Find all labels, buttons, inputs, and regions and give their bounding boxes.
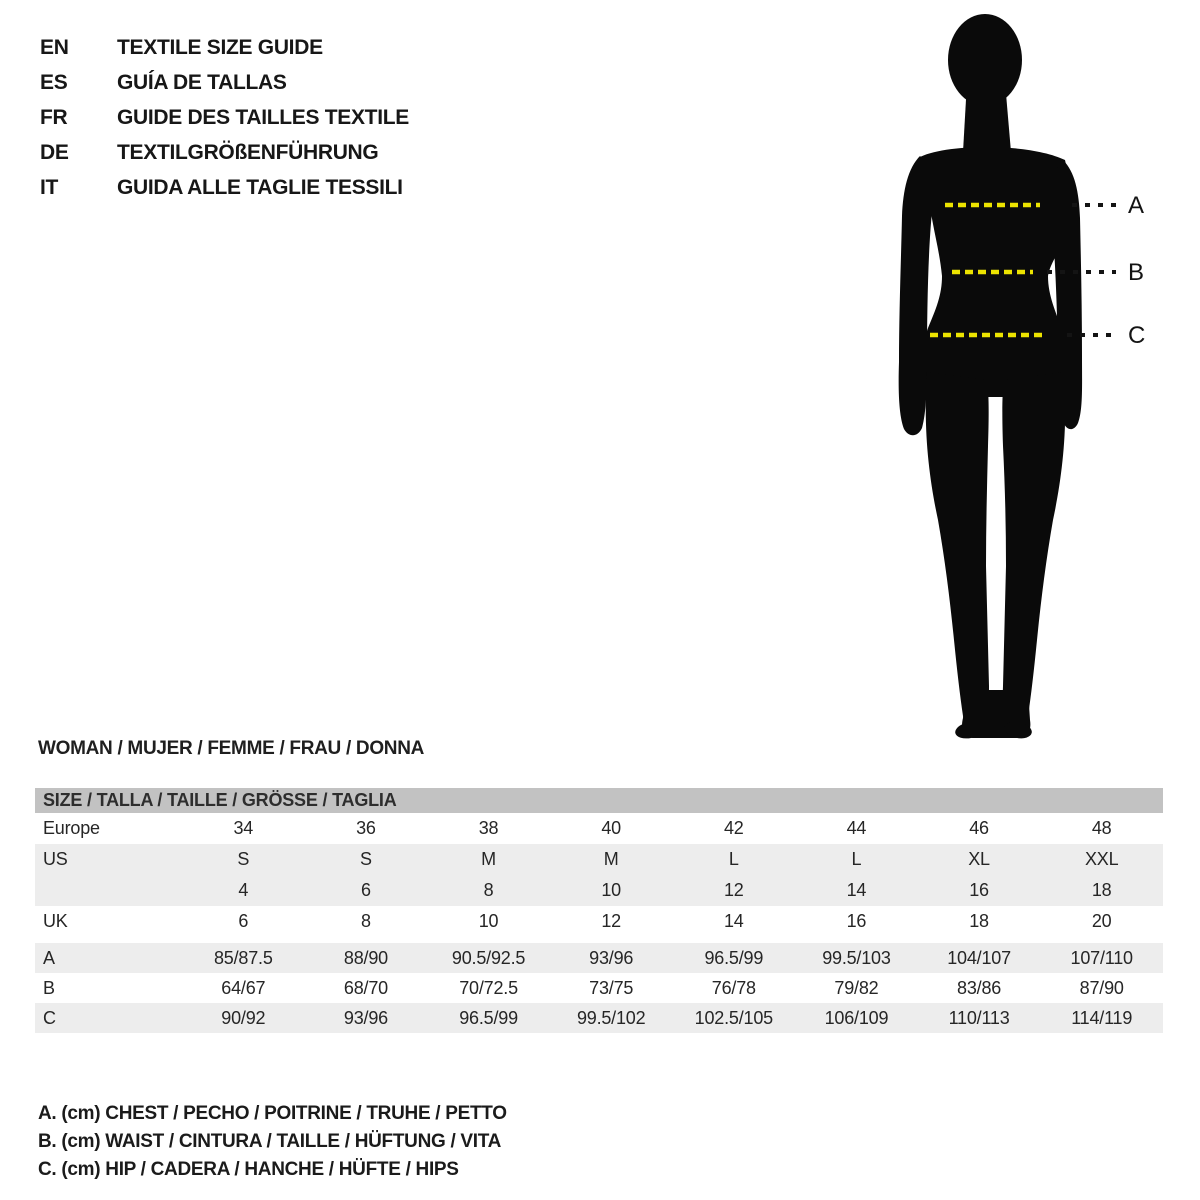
table-row bbox=[35, 813, 1163, 844]
size-cell: 93/96 bbox=[343, 1008, 388, 1028]
size-cell: 83/86 bbox=[957, 978, 1002, 998]
guide-title-es: GUÍA DE TALLAS bbox=[117, 71, 287, 94]
chest-label: A bbox=[1128, 192, 1145, 219]
size-cell: L bbox=[728, 849, 739, 869]
silhouette-right-leg bbox=[1002, 372, 1065, 738]
size-cell: 90/92 bbox=[221, 1008, 266, 1028]
size-cell: 106/109 bbox=[824, 1008, 889, 1028]
size-cell: 110/113 bbox=[948, 1008, 1010, 1028]
size-cell: XL bbox=[968, 849, 990, 869]
size-cell: 96.5/99 bbox=[704, 948, 764, 968]
guide-title-de: TEXTILGRÖßENFÜHRUNG bbox=[117, 141, 379, 164]
size-cell: 99.5/102 bbox=[576, 1008, 646, 1028]
size-cell: 14 bbox=[846, 880, 867, 900]
language-row bbox=[40, 100, 409, 135]
row-label: A bbox=[43, 948, 55, 968]
waist-label: B bbox=[1128, 259, 1145, 286]
size-cell: 70/72.5 bbox=[459, 978, 518, 998]
row-label: Europe bbox=[43, 818, 100, 838]
guide-title-fr: GUIDE DES TAILLES TEXTILE bbox=[117, 106, 409, 129]
table-row bbox=[35, 875, 1163, 906]
language-row bbox=[40, 135, 409, 170]
language-code: FR bbox=[40, 106, 68, 129]
size-cell: 4 bbox=[238, 880, 249, 900]
size-cell: 85/87.5 bbox=[213, 948, 273, 968]
size-cell: 48 bbox=[1091, 818, 1112, 838]
size-cell: 16 bbox=[846, 911, 867, 931]
size-cell: 46 bbox=[969, 818, 989, 838]
size-cell: 36 bbox=[356, 818, 376, 838]
size-cell: 10 bbox=[478, 911, 499, 931]
row-label: US bbox=[43, 849, 68, 869]
size-cell: 12 bbox=[724, 880, 744, 900]
woman-silhouette-figure bbox=[870, 0, 1200, 740]
footnote-a: A. (cm) CHEST / PECHO / POITRINE / TRUHE / PETTO bbox=[38, 1103, 507, 1124]
woman-silhouette bbox=[899, 14, 1082, 740]
size-table-body bbox=[35, 813, 1163, 1033]
hip-label: C bbox=[1128, 322, 1146, 349]
size-cell: 12 bbox=[601, 911, 621, 931]
size-cell: 88/90 bbox=[343, 948, 388, 968]
size-cell: 79/82 bbox=[834, 978, 879, 998]
language-code: EN bbox=[40, 36, 69, 59]
table-row bbox=[35, 973, 1163, 1003]
size-table bbox=[35, 788, 1163, 1033]
table-row bbox=[35, 1003, 1163, 1033]
row-label: C bbox=[43, 1008, 56, 1028]
size-cell: 96.5/99 bbox=[459, 1008, 518, 1028]
language-code: DE bbox=[40, 141, 69, 164]
guide-title-it: GUIDA ALLE TAGLIE TESSILI bbox=[117, 176, 403, 199]
size-cell: 102.5/105 bbox=[694, 1008, 773, 1028]
size-cell: 8 bbox=[483, 880, 494, 900]
size-cell: 93/96 bbox=[589, 948, 634, 968]
row-label: B bbox=[43, 978, 55, 998]
language-row bbox=[40, 30, 409, 65]
size-cell: 34 bbox=[233, 818, 254, 838]
size-cell: XXL bbox=[1084, 849, 1119, 869]
size-cell: 104/107 bbox=[947, 948, 1011, 968]
silhouette-left-leg bbox=[926, 372, 989, 738]
size-cell: 42 bbox=[724, 818, 744, 838]
size-cell: 90.5/92.5 bbox=[451, 948, 526, 968]
table-row bbox=[35, 943, 1163, 973]
language-code: ES bbox=[40, 71, 68, 94]
size-cell: 14 bbox=[724, 911, 744, 931]
size-cell: 44 bbox=[846, 818, 867, 838]
size-cell: M bbox=[603, 849, 619, 869]
size-cell: 18 bbox=[969, 911, 989, 931]
table-row bbox=[35, 906, 1163, 937]
size-cell: 40 bbox=[601, 818, 621, 838]
size-cell: 114/119 bbox=[1071, 1008, 1133, 1028]
table-row bbox=[35, 844, 1163, 875]
language-code: IT bbox=[40, 176, 59, 199]
footnote-c: C. (cm) HIP / CADERA / HANCHE / HÜFTE / HIPS bbox=[38, 1159, 459, 1180]
size-cell: 8 bbox=[361, 911, 371, 931]
measurement-footnotes bbox=[38, 1100, 507, 1184]
size-cell: 38 bbox=[478, 818, 499, 838]
size-cell: 73/75 bbox=[589, 978, 634, 998]
language-row bbox=[40, 65, 409, 100]
woman-silhouette-svg bbox=[870, 0, 1200, 740]
size-cell: 107/110 bbox=[1070, 948, 1133, 968]
size-cell: 87/90 bbox=[1079, 978, 1124, 998]
size-cell: S bbox=[360, 849, 372, 869]
size-cell: 6 bbox=[238, 911, 249, 931]
size-cell: 20 bbox=[1091, 911, 1112, 931]
row-label bbox=[35, 875, 182, 906]
guide-title-en: TEXTILE SIZE GUIDE bbox=[117, 36, 323, 59]
size-cell: 64/67 bbox=[221, 978, 266, 998]
size-cell: 18 bbox=[1091, 880, 1112, 900]
language-row bbox=[40, 170, 409, 205]
size-cell: 6 bbox=[361, 880, 371, 900]
language-list bbox=[40, 30, 409, 205]
size-cell: 10 bbox=[601, 880, 621, 900]
size-cell: S bbox=[237, 849, 250, 869]
row-label: UK bbox=[43, 911, 68, 931]
woman-heading: WOMAN / MUJER / FEMME / FRAU / DONNA bbox=[38, 738, 425, 759]
size-table-header: SIZE / TALLA / TAILLE / GRÖSSE / TAGLIA bbox=[35, 788, 1163, 813]
size-cell: 76/78 bbox=[711, 978, 756, 998]
size-cell: 16 bbox=[969, 880, 989, 900]
size-cell: 99.5/103 bbox=[822, 948, 891, 968]
size-cell: 68/70 bbox=[343, 978, 388, 998]
silhouette-neck bbox=[963, 82, 1011, 152]
size-cell: M bbox=[481, 849, 496, 869]
size-cell: L bbox=[851, 849, 862, 869]
footnote-b: B. (cm) WAIST / CINTURA / TAILLE / HÜFTUNG / VITA bbox=[38, 1131, 502, 1152]
